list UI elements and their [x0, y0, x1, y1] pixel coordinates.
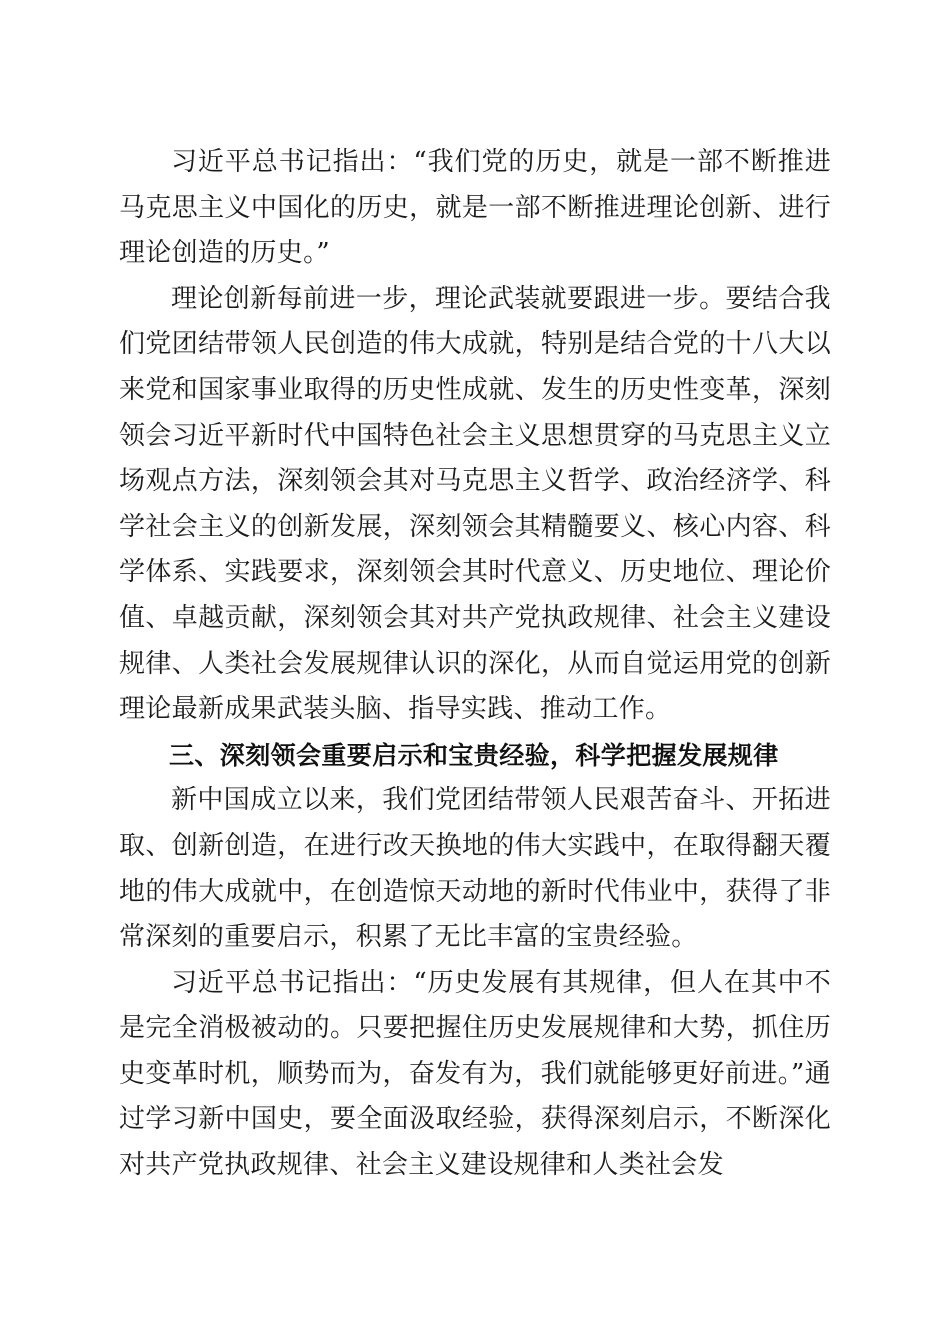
paragraph-quote-party-history: 习近平总书记指出：“我们党的历史，就是一部不断推进马克思主义中国化的历史，就是一部不断推进理论创新、进行理论创造的历史。” — [119, 147, 831, 269]
paragraph-quote-historical-law: 习近平总书记指出：“历史发展有其规律，但人在其中不是完全消极被动的。只要把握住历史发展规律和大势，抓住历史变革时机，顺势而为，奋发有为，我们就能够更好前进。”通过学习新中国史，要全面汲取经验，获得深刻启示，不断深化对共产党执政规律、社会主义建设规律和人类社会发 — [119, 967, 831, 1181]
paragraph-new-china-experience: 新中国成立以来，我们党团结带领人民艰苦奋斗、开拓进取、创新创造，在进行改天换地的伟大实践中，在取得翻天覆地的伟大成就中，在创造惊天动地的新时代伟业中，获得了非常深刻的重要启示，积累了无比丰富的宝贵经验。 — [119, 785, 831, 953]
paragraph-theory-armament: 理论创新每前进一步，理论武装就要跟进一步。要结合我们党团结带领人民创造的伟大成就，特别是结合党的十八大以来党和国家事业取得的历史性成就、发生的历史性变革，深刻领会习近平新时代中国特色社会主义思想贯穿的马克思主义立场观点方法，深刻领会其对马克思主义哲学、政治经济学、科学社会主义的创新发展，深刻领会其精髓要义、核心内容、科学体系、实践要求，深刻领会其时代意义、历史地位、理论价值、卓越贡献，深刻领会其对共产党执政规律、社会主义建设规律、人类社会发展规律认识的深化，从而自觉运用党的创新理论最新成果武装头脑、指导实践、推动工作。 — [119, 283, 831, 725]
document-body — [119, 140, 831, 1189]
section-heading: 三、深刻领会重要启示和宝贵经验，科学把握发展规律 — [169, 740, 779, 770]
